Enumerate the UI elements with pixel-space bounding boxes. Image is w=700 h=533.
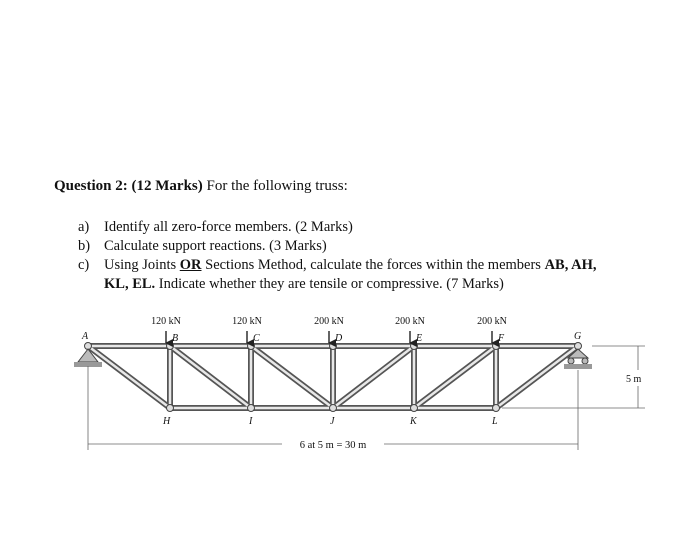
joint-label-f: F bbox=[498, 333, 505, 344]
part-c-or: OR bbox=[179, 257, 202, 273]
load-d-value: 200 kN bbox=[314, 316, 344, 327]
load-f-value: 200 kN bbox=[477, 316, 507, 327]
span-label: 6 at 5 m = 30 m bbox=[299, 440, 367, 451]
part-c-members-2: KL, EL. bbox=[104, 276, 156, 292]
joint-label-d: D bbox=[335, 333, 343, 344]
load-b-value: 120 kN bbox=[151, 316, 181, 327]
part-c-members-1: AB, AH, bbox=[544, 257, 597, 273]
load-e-value: 200 kN bbox=[395, 316, 425, 327]
part-b-label: b) bbox=[78, 238, 91, 254]
joint-label-j: J bbox=[330, 416, 335, 427]
part-a-text: Identify all zero-force members. (2 Marks) bbox=[104, 219, 353, 235]
joint-label-g: G bbox=[574, 331, 582, 342]
part-c-label: c) bbox=[78, 257, 90, 273]
part-c-mid: Sections Method, calculate the forces within the members bbox=[201, 257, 545, 273]
load-c-value: 120 kN bbox=[232, 316, 262, 327]
height-label: 5 m bbox=[626, 374, 642, 385]
joint-label-c: C bbox=[253, 333, 260, 344]
joint-label-i: I bbox=[249, 416, 253, 427]
joint-label-k: K bbox=[410, 416, 417, 427]
load-arrows bbox=[166, 331, 492, 343]
question-number: Question 2: (12 Marks) bbox=[54, 178, 203, 194]
part-b-text: Calculate support reactions. (3 Marks) bbox=[104, 238, 327, 254]
joint-label-a: A bbox=[82, 331, 89, 342]
part-c-pre: Using Joints bbox=[104, 257, 180, 273]
part-a-label: a) bbox=[78, 219, 90, 235]
joint-label-b: B bbox=[172, 333, 179, 344]
joint-label-e: E bbox=[416, 333, 423, 344]
joint-label-h: H bbox=[163, 416, 171, 427]
joint-label-l: L bbox=[492, 416, 498, 427]
part-c-post: Indicate whether they are tensile or compressive. (7 Marks) bbox=[155, 276, 504, 292]
question-prompt: For the following truss: bbox=[202, 178, 348, 194]
